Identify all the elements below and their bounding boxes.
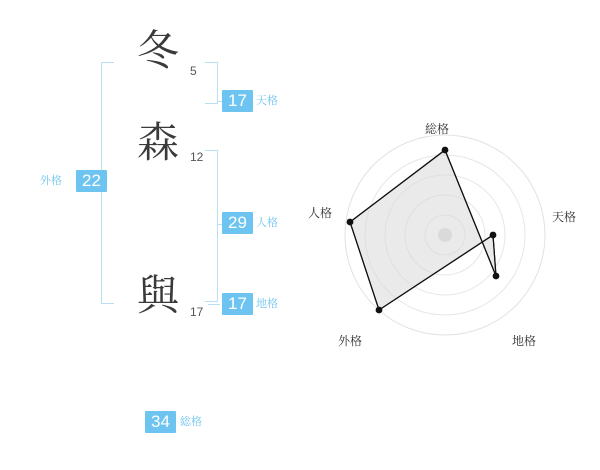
radar-axis-label-person: 人格: [308, 206, 333, 220]
person-score-bracket: [205, 150, 218, 302]
radar-point-outer: [376, 307, 383, 314]
stroke-count-1: 5: [190, 64, 197, 78]
radar-chart-svg: [300, 110, 590, 370]
earth-score-tick: [208, 304, 220, 305]
heaven-score-badge: 17: [222, 90, 253, 112]
radar-point-earth: [493, 273, 500, 280]
radar-chart: [300, 110, 590, 370]
radar-axis-label-earth: 地格: [512, 334, 537, 348]
radar-point-person: [347, 219, 354, 226]
radar-axis-label-heaven: 天格: [552, 210, 577, 224]
total-score-badge: 34: [145, 411, 176, 433]
person-score-badge: 29: [222, 212, 253, 234]
stroke-count-2: 12: [190, 150, 204, 164]
person-score-label: 人格: [256, 216, 278, 229]
radar-axis-label-total: 総格: [425, 122, 450, 136]
earth-score-badge: 17: [222, 293, 253, 315]
radar-point-heaven: [490, 232, 497, 239]
name-character-3: 與: [136, 271, 179, 320]
outer-score-label: 外格: [40, 174, 62, 187]
stroke-count-3: 17: [190, 305, 204, 319]
name-character-1: 冬: [136, 26, 179, 75]
heaven-score-label: 天格: [256, 94, 278, 107]
radar-axis-label-outer: 外格: [338, 334, 363, 348]
radar-polygon: [350, 150, 496, 310]
total-score-label: 総格: [180, 415, 202, 428]
radar-series: [347, 147, 500, 314]
outer-score-badge: 22: [76, 170, 107, 192]
radar-point-total: [442, 147, 449, 154]
earth-score-label: 地格: [256, 297, 278, 310]
heaven-score-bracket: [205, 62, 218, 104]
name-character-2: 森: [136, 118, 179, 167]
